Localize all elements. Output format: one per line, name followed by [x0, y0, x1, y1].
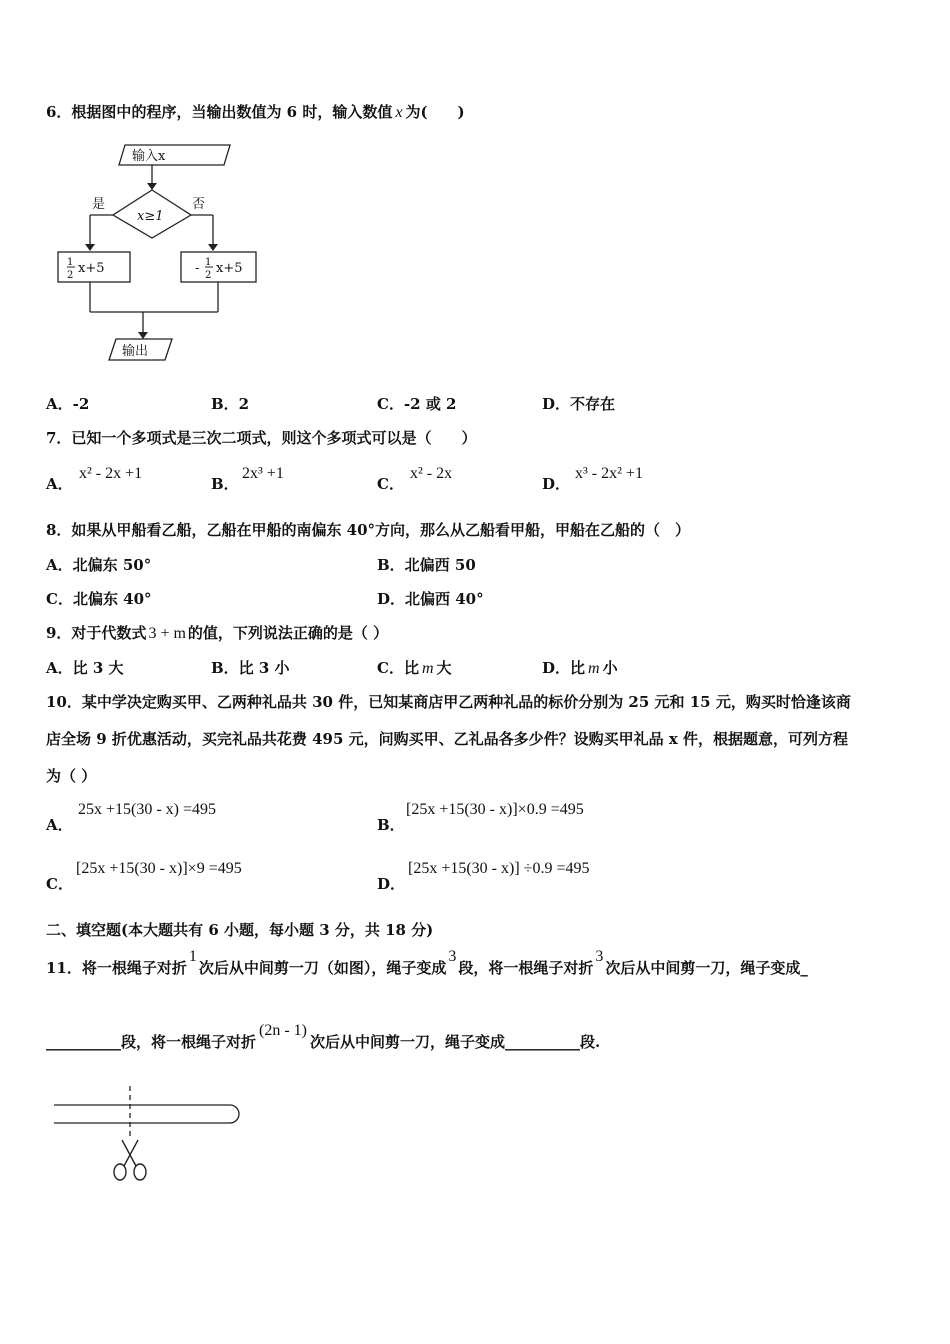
q11-blank-1[interactable]: __________ — [46, 1033, 121, 1051]
q11-p6: 次后从中间剪一刀，绳子变成 — [310, 1033, 506, 1051]
q9-expr: 3 + m — [148, 625, 186, 642]
q6-var: x — [395, 104, 403, 121]
q11-n1: 1 — [188, 948, 197, 965]
q10-formula-b: [25x +15(30 - x)]×0.9 =495 — [406, 801, 584, 818]
q10-label-a: A． — [46, 816, 73, 834]
q11-p5: 段，将一根绳子对折 — [121, 1033, 257, 1051]
q7-label-a: A． — [46, 475, 73, 493]
folded-rope — [54, 1105, 239, 1123]
flow-left-box-label: x+5 — [78, 261, 105, 276]
flow-right-frac-den: 2 — [205, 270, 212, 281]
q7-formula-d: x³ - 2x² +1 — [575, 465, 643, 482]
q8-stem: 8．如果从甲船看乙船，乙船在甲船的南偏东 40°方向，那么从乙船看甲船，甲船在乙船的（ ） — [46, 521, 691, 539]
q6-text: 6．根据图中的程序，当输出数值为 6 时，输入数值 — [46, 103, 393, 121]
q10-line1: 10．某中学决定购买甲、乙两种礼品共 30 件，已知某商店甲乙两种礼品的标价分别为 25 元和 15 元，购买时恰逢该商 — [46, 693, 851, 711]
flow-right-box-label: x+5 — [216, 261, 243, 276]
q7-formula-a: x² - 2x +1 — [79, 465, 143, 482]
q9-option-c-tail: 大 — [436, 659, 452, 677]
rope-cut-figure — [48, 1078, 248, 1188]
q10-label-c: C． — [46, 875, 73, 893]
q7-label-c: C． — [377, 475, 404, 493]
q10-formula-d: [25x +15(30 - x)] ÷0.9 =495 — [408, 860, 590, 877]
q10-formula-c: [25x +15(30 - x)]×9 =495 — [76, 860, 242, 877]
q9-option-c — [377, 658, 452, 679]
flow-condition-label: x≥1 — [137, 209, 164, 224]
q11-p7: 段. — [580, 1033, 601, 1051]
q8-option-c: C．北偏东 40° — [46, 590, 152, 608]
q10-label-d: D． — [377, 875, 406, 893]
q11-p2: 次后从中间剪一刀（如图），绳子变成 — [198, 959, 447, 977]
q11-p3: 段，将一根绳子对折 — [458, 959, 594, 977]
q11-p4: 次后从中间剪一刀，绳子变成_ — [605, 959, 808, 977]
q6-option-a: A．-2 — [46, 395, 90, 413]
q11-n3: 3 — [595, 948, 604, 965]
flow-left-frac-num: 1 — [67, 257, 74, 268]
q10-line2: 店全场 9 折优惠活动，买完礼品共花费 495 元，问购买甲、乙礼品各多少件？设购买甲礼品 x 件，根据题意，可列方程 — [46, 730, 849, 748]
q10-formula-a: 25x +15(30 - x) =495 — [78, 801, 217, 818]
q11-p1: 11．将一根绳子对折 — [46, 959, 187, 977]
q9-option-c-var: m — [421, 660, 434, 677]
q11-n2: 3 — [448, 948, 457, 965]
q7-label-d: D． — [542, 475, 571, 493]
q9-text-pre: 9．对于代数式 — [46, 624, 147, 642]
q9-option-c-label: C．比 — [377, 659, 419, 677]
q6-stem — [46, 102, 465, 123]
q11-line2 — [46, 1022, 601, 1053]
q8-option-d: D．北偏西 40° — [377, 590, 484, 608]
q7-formula-b: 2x³ +1 — [242, 465, 284, 482]
q6-option-b: B．2 — [211, 395, 250, 413]
q6-option-c: C．-2 或 2 — [377, 395, 457, 413]
q11-line1 — [46, 948, 808, 979]
q8-option-b: B．北偏西 50 — [377, 556, 476, 574]
flow-right-box-minus: - — [195, 261, 200, 276]
flow-input-label: 输入x — [132, 149, 166, 164]
scissors-icon — [114, 1140, 146, 1180]
q7-formula-c: x² - 2x — [410, 465, 453, 482]
q6-tail: 为( ) — [405, 103, 465, 121]
section2-title: 二、填空题(本大题共有 6 小题，每小题 3 分，共 18 分) — [46, 921, 434, 939]
q9-option-d — [542, 658, 618, 679]
flow-yes-label: 是 — [92, 197, 106, 212]
q9-option-d-var: m — [588, 660, 600, 677]
q9-stem — [46, 623, 388, 644]
q7-label-b: B． — [211, 475, 239, 493]
q9-option-a: A．比 3 大 — [46, 659, 124, 677]
q10-label-b: B． — [377, 816, 405, 834]
q9-text-post: 的值，下列说法正确的是（ ） — [187, 624, 389, 642]
q11-n4: (2n - 1) — [259, 1022, 307, 1039]
q9-option-d-label: D．比 — [542, 659, 586, 677]
flow-output-label: 输出 — [122, 344, 149, 359]
flow-right-frac-num: 1 — [205, 257, 212, 268]
q9-option-d-tail: 小 — [602, 659, 618, 677]
q8-option-a: A．北偏东 50° — [46, 556, 152, 574]
q9-option-b: B．比 3 小 — [211, 659, 290, 677]
q6-option-d: D．不存在 — [542, 395, 616, 413]
flowchart — [50, 138, 270, 370]
q7-stem: 7．已知一个多项式是三次二项式，则这个多项式可以是（ ） — [46, 429, 477, 447]
q10-line3: 为（ ） — [46, 767, 97, 785]
flow-left-frac-den: 2 — [67, 270, 74, 281]
q11-blank-2[interactable]: __________ — [505, 1033, 581, 1051]
flow-no-label: 否 — [192, 197, 206, 212]
